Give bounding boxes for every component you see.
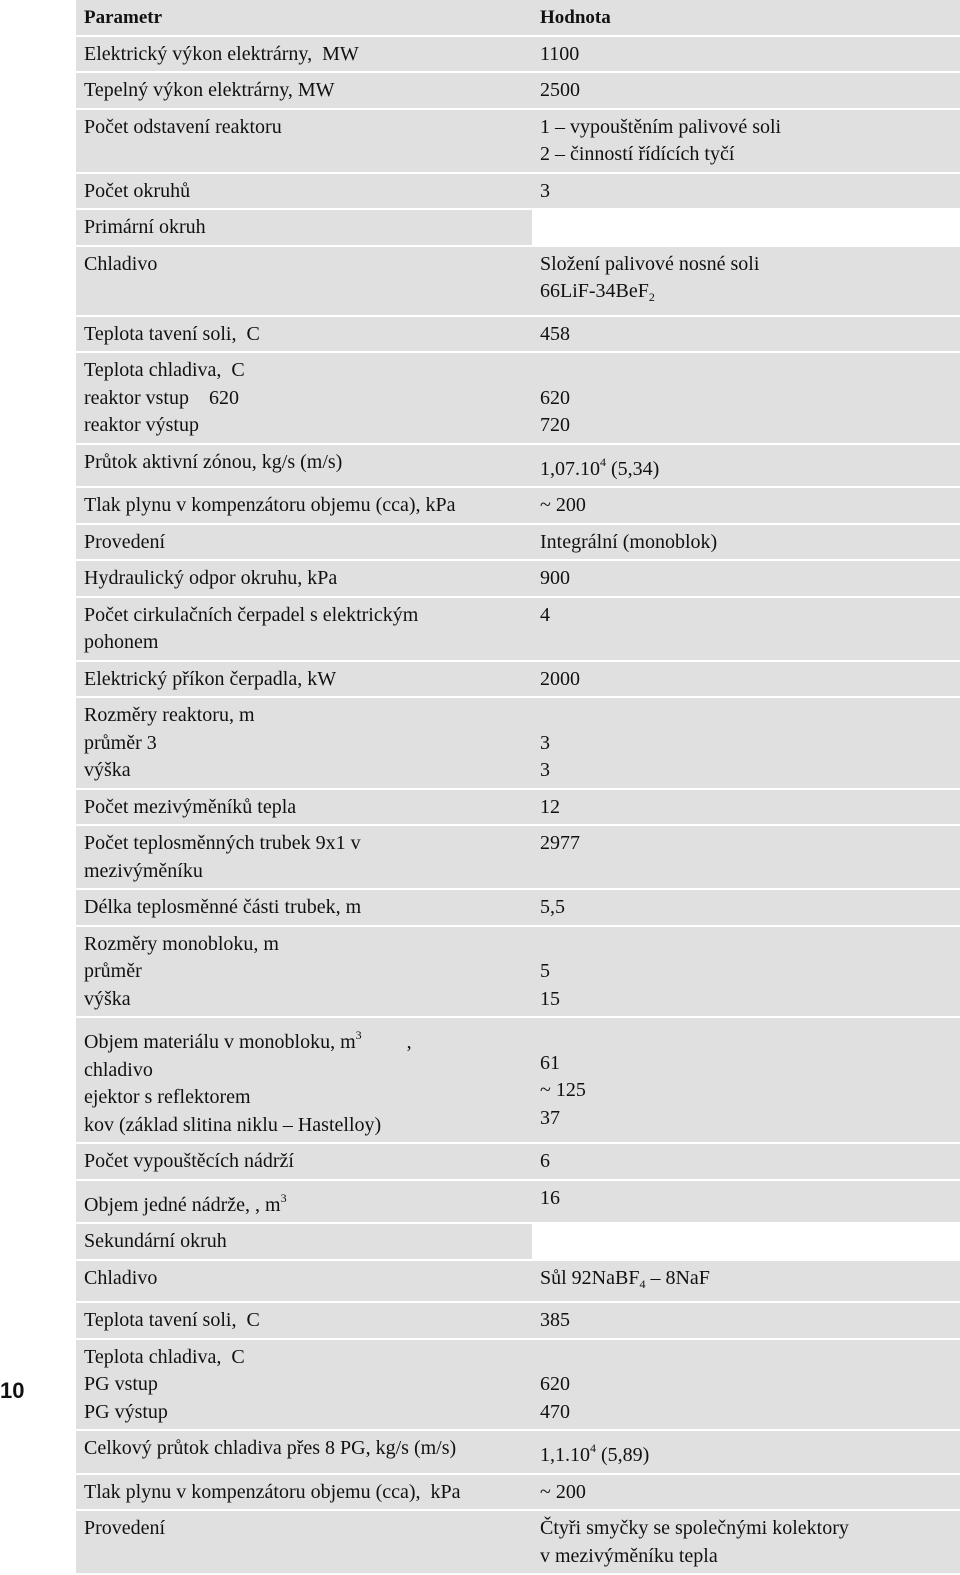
value-text bbox=[540, 216, 545, 238]
value-text: 1 – vypouštěním palivové soli bbox=[540, 116, 781, 138]
table-row bbox=[76, 662, 960, 699]
value-cell bbox=[532, 1224, 960, 1259]
value-line bbox=[540, 1185, 952, 1213]
param-cell bbox=[76, 210, 532, 245]
value-text: 5,5 bbox=[540, 896, 565, 918]
value-line bbox=[540, 1344, 952, 1372]
param-line: reaktor vstup 620 bbox=[84, 385, 524, 413]
param-line: Sekundární okruh bbox=[84, 1228, 524, 1256]
value-line bbox=[540, 492, 952, 520]
table-row bbox=[76, 598, 960, 662]
page-number: 10 bbox=[0, 1378, 24, 1404]
param-line: Počet okruhů bbox=[84, 178, 524, 206]
value-text: 2977 bbox=[540, 832, 580, 854]
param-line: Elektrický příkon čerpadla, kW bbox=[84, 666, 524, 694]
value-text: Složení palivové nosné soli bbox=[540, 253, 759, 275]
value-sub: 4 bbox=[639, 1277, 645, 1291]
header-parametr: Parametr bbox=[76, 0, 532, 35]
value-cell bbox=[532, 790, 960, 825]
table-row bbox=[76, 210, 960, 247]
value-text: 1,07.10 bbox=[540, 458, 600, 480]
param-line: pohonem bbox=[84, 629, 524, 657]
value-cell bbox=[532, 890, 960, 925]
param-cell bbox=[76, 826, 532, 888]
table-row bbox=[76, 698, 960, 790]
value-line bbox=[540, 602, 952, 630]
value-line bbox=[540, 77, 952, 105]
value-text: 12 bbox=[540, 796, 560, 818]
param-line: Teplota tavení soli, C bbox=[84, 321, 524, 349]
param-line: Celkový průtok chladiva přes 8 PG, kg/s (m/s) bbox=[84, 1435, 524, 1463]
param-cell bbox=[76, 1475, 532, 1510]
param-text: Objem jedné nádrže, , m bbox=[84, 1194, 281, 1216]
value-text: 4 bbox=[540, 604, 550, 626]
value-text: 620 bbox=[540, 1373, 570, 1395]
value-line bbox=[540, 449, 952, 484]
value-line bbox=[540, 214, 952, 242]
param-text: Objem materiálu v monobloku, m bbox=[84, 1031, 356, 1053]
table-row bbox=[76, 174, 960, 211]
value-line bbox=[540, 565, 952, 593]
param-cell bbox=[76, 1181, 532, 1223]
param-cell bbox=[76, 174, 532, 209]
param-line: Průtok aktivní zónou, kg/s (m/s) bbox=[84, 449, 524, 477]
param-cell bbox=[76, 1303, 532, 1338]
value-line bbox=[540, 1265, 952, 1299]
value-line bbox=[540, 1307, 952, 1335]
value-line bbox=[540, 666, 952, 694]
value-cell bbox=[532, 174, 960, 209]
param-cell bbox=[76, 790, 532, 825]
value-line bbox=[540, 412, 952, 440]
param-line bbox=[84, 1022, 524, 1057]
value-text: Čtyři smyčky se společnými kolektory bbox=[540, 1517, 849, 1539]
value-cell bbox=[532, 1181, 960, 1223]
value-text: 16 bbox=[540, 1187, 560, 1209]
value-text: ~ 200 bbox=[540, 1481, 586, 1503]
value-line bbox=[540, 894, 952, 922]
value-cell bbox=[532, 1018, 960, 1142]
value-line bbox=[540, 321, 952, 349]
value-text: Integrální (monoblok) bbox=[540, 531, 717, 553]
table-row bbox=[76, 247, 960, 317]
value-text: 6 bbox=[540, 1150, 550, 1172]
value-text: 61 bbox=[540, 1052, 560, 1074]
table-row bbox=[76, 488, 960, 525]
param-cell bbox=[76, 890, 532, 925]
table-row bbox=[76, 1261, 960, 1304]
value-line bbox=[540, 1077, 952, 1105]
table-row bbox=[76, 561, 960, 598]
value-cell bbox=[532, 1511, 960, 1573]
param-line: Chladivo bbox=[84, 1265, 524, 1293]
value-text: 720 bbox=[540, 414, 570, 436]
value-text: (5,34) bbox=[606, 458, 659, 480]
value-cell bbox=[532, 317, 960, 352]
param-line: Počet odstavení reaktoru bbox=[84, 114, 524, 142]
table-body bbox=[76, 37, 960, 1575]
value-cell bbox=[532, 525, 960, 560]
param-line: Hydraulický odpor okruhu, kPa bbox=[84, 565, 524, 593]
value-line bbox=[540, 1543, 952, 1571]
param-cell bbox=[76, 317, 532, 352]
value-text: 385 bbox=[540, 1309, 570, 1331]
param-cell bbox=[76, 37, 532, 72]
param-line: Teplota chladiva, C bbox=[84, 1344, 524, 1372]
table-row bbox=[76, 927, 960, 1019]
param-line: průměr bbox=[84, 958, 524, 986]
param-line: Chladivo bbox=[84, 251, 524, 279]
value-text bbox=[540, 933, 545, 955]
value-line bbox=[540, 958, 952, 986]
value-text: 3 bbox=[540, 732, 550, 754]
value-text: 620 bbox=[540, 387, 570, 409]
value-cell bbox=[532, 826, 960, 888]
value-cell bbox=[532, 927, 960, 1017]
param-line: ejektor s reflektorem bbox=[84, 1084, 524, 1112]
value-cell bbox=[532, 1475, 960, 1510]
value-text: – 8NaF bbox=[645, 1267, 709, 1289]
value-text: 1,1.10 bbox=[540, 1444, 590, 1466]
value-line bbox=[540, 702, 952, 730]
table-row bbox=[76, 826, 960, 890]
value-text: 3 bbox=[540, 180, 550, 202]
value-line bbox=[540, 757, 952, 785]
param-cell bbox=[76, 247, 532, 315]
value-text: ~ 125 bbox=[540, 1079, 586, 1101]
param-line: Provedení bbox=[84, 1515, 524, 1543]
param-line: výška bbox=[84, 757, 524, 785]
value-text: ~ 200 bbox=[540, 494, 586, 516]
value-text: 2000 bbox=[540, 668, 580, 690]
param-cell bbox=[76, 1340, 532, 1430]
param-cell bbox=[76, 110, 532, 172]
param-line: Počet mezivýměníků tepla bbox=[84, 794, 524, 822]
param-line: Teplota tavení soli, C bbox=[84, 1307, 524, 1335]
table-row bbox=[76, 790, 960, 827]
value-text: 15 bbox=[540, 988, 560, 1010]
value-text: (5,89) bbox=[596, 1444, 649, 1466]
value-cell bbox=[532, 698, 960, 788]
table-row bbox=[76, 110, 960, 174]
param-line bbox=[84, 1185, 524, 1220]
value-line bbox=[540, 986, 952, 1014]
param-line: kov (základ slitina niklu – Hastelloy) bbox=[84, 1112, 524, 1140]
param-line: Tlak plynu v kompenzátoru objemu (cca), kPa bbox=[84, 1479, 524, 1507]
value-line bbox=[540, 1105, 952, 1133]
value-cell bbox=[532, 247, 960, 315]
value-text: 37 bbox=[540, 1107, 560, 1129]
table-row bbox=[76, 1144, 960, 1181]
value-line bbox=[540, 931, 952, 959]
value-line bbox=[540, 357, 952, 385]
value-cell bbox=[532, 445, 960, 487]
value-cell bbox=[532, 1431, 960, 1473]
param-cell bbox=[76, 1018, 532, 1142]
value-line bbox=[540, 830, 952, 858]
value-cell bbox=[532, 210, 960, 245]
table-row bbox=[76, 1181, 960, 1225]
value-line bbox=[540, 1515, 952, 1543]
param-line: Rozměry reaktoru, m bbox=[84, 702, 524, 730]
value-text: 470 bbox=[540, 1401, 570, 1423]
table-row bbox=[76, 37, 960, 74]
table-header-row bbox=[76, 0, 960, 37]
table-row bbox=[76, 73, 960, 110]
param-line: PG vstup bbox=[84, 1371, 524, 1399]
param-line: Počet cirkulačních čerpadel s elektrickým bbox=[84, 602, 524, 630]
value-cell bbox=[532, 353, 960, 443]
value-line bbox=[540, 1371, 952, 1399]
value-line bbox=[540, 794, 952, 822]
table-row bbox=[76, 1340, 960, 1432]
value-line bbox=[540, 251, 952, 279]
param-line: výška bbox=[84, 986, 524, 1014]
param-line: mezivýměníku bbox=[84, 858, 524, 886]
value-cell bbox=[532, 488, 960, 523]
value-cell bbox=[532, 1261, 960, 1302]
table-row bbox=[76, 445, 960, 489]
param-line: Rozměry monobloku, m bbox=[84, 931, 524, 959]
table-row bbox=[76, 525, 960, 562]
param-cell bbox=[76, 488, 532, 523]
table-row bbox=[76, 1511, 960, 1575]
param-line: Primární okruh bbox=[84, 214, 524, 242]
param-line: Počet teplosměnných trubek 9x1 v bbox=[84, 830, 524, 858]
param-line: Délka teplosměnné části trubek, m bbox=[84, 894, 524, 922]
value-text: 900 bbox=[540, 567, 570, 589]
value-sup: 4 bbox=[600, 455, 606, 469]
value-line bbox=[540, 278, 952, 312]
value-line bbox=[540, 529, 952, 557]
value-text bbox=[540, 1230, 545, 1252]
value-text: Sůl 92NaBF bbox=[540, 1267, 639, 1289]
param-line: Teplota chladiva, C bbox=[84, 357, 524, 385]
value-cell bbox=[532, 1303, 960, 1338]
value-text bbox=[540, 704, 545, 726]
value-line bbox=[540, 1479, 952, 1507]
value-line bbox=[540, 1022, 952, 1050]
param-cell bbox=[76, 445, 532, 487]
param-cell bbox=[76, 598, 532, 660]
table-row bbox=[76, 317, 960, 354]
parameter-table bbox=[76, 0, 960, 1575]
param-cell bbox=[76, 1261, 532, 1302]
param-line: reaktor výstup bbox=[84, 412, 524, 440]
param-cell bbox=[76, 1431, 532, 1473]
param-text: , bbox=[362, 1031, 412, 1053]
value-cell bbox=[532, 37, 960, 72]
value-line bbox=[540, 1148, 952, 1176]
value-cell bbox=[532, 662, 960, 697]
value-sup: 4 bbox=[590, 1441, 596, 1455]
value-line bbox=[540, 41, 952, 69]
value-line bbox=[540, 114, 952, 142]
table-row bbox=[76, 890, 960, 927]
header-hodnota: Hodnota bbox=[532, 0, 960, 35]
value-text bbox=[540, 1024, 545, 1046]
value-text: 2 – činností řídících tyčí bbox=[540, 143, 734, 165]
value-line bbox=[540, 141, 952, 169]
value-cell bbox=[532, 1144, 960, 1179]
value-line bbox=[540, 178, 952, 206]
param-sup: 3 bbox=[281, 1191, 287, 1205]
param-cell bbox=[76, 1144, 532, 1179]
param-cell bbox=[76, 561, 532, 596]
param-line: Elektrický výkon elektrárny, MW bbox=[84, 41, 524, 69]
value-cell bbox=[532, 1340, 960, 1430]
param-line: Počet vypouštěcích nádrží bbox=[84, 1148, 524, 1176]
param-cell bbox=[76, 1224, 532, 1259]
param-cell bbox=[76, 662, 532, 697]
param-cell bbox=[76, 353, 532, 443]
param-cell bbox=[76, 927, 532, 1017]
value-text: 3 bbox=[540, 759, 550, 781]
param-line: chladivo bbox=[84, 1057, 524, 1085]
value-line bbox=[540, 730, 952, 758]
param-cell bbox=[76, 525, 532, 560]
value-text: 458 bbox=[540, 323, 570, 345]
table-row bbox=[76, 353, 960, 445]
value-text: 5 bbox=[540, 960, 550, 982]
value-cell bbox=[532, 73, 960, 108]
param-line: průměr 3 bbox=[84, 730, 524, 758]
value-cell bbox=[532, 561, 960, 596]
param-line: Tlak plynu v kompenzátoru objemu (cca), kPa bbox=[84, 492, 524, 520]
value-line bbox=[540, 1050, 952, 1078]
table-row bbox=[76, 1431, 960, 1475]
param-line: Tepelný výkon elektrárny, MW bbox=[84, 77, 524, 105]
value-text: 2500 bbox=[540, 79, 580, 101]
value-sub: 2 bbox=[649, 290, 655, 304]
param-sup: 3 bbox=[356, 1028, 362, 1042]
value-text bbox=[540, 1346, 545, 1368]
value-line bbox=[540, 1228, 952, 1256]
value-line bbox=[540, 1435, 952, 1470]
table-row bbox=[76, 1018, 960, 1144]
value-cell bbox=[532, 110, 960, 172]
value-line bbox=[540, 385, 952, 413]
table-row bbox=[76, 1475, 960, 1512]
param-cell bbox=[76, 698, 532, 788]
param-cell bbox=[76, 1511, 532, 1573]
value-text: 1100 bbox=[540, 43, 579, 65]
param-cell bbox=[76, 73, 532, 108]
param-line: PG výstup bbox=[84, 1399, 524, 1427]
value-text: 66LiF-34BeF bbox=[540, 280, 649, 302]
value-text: v mezivýměníku tepla bbox=[540, 1545, 718, 1567]
table-row bbox=[76, 1303, 960, 1340]
table-row bbox=[76, 1224, 960, 1261]
param-line: Provedení bbox=[84, 529, 524, 557]
value-text bbox=[540, 359, 545, 381]
value-cell bbox=[532, 598, 960, 660]
